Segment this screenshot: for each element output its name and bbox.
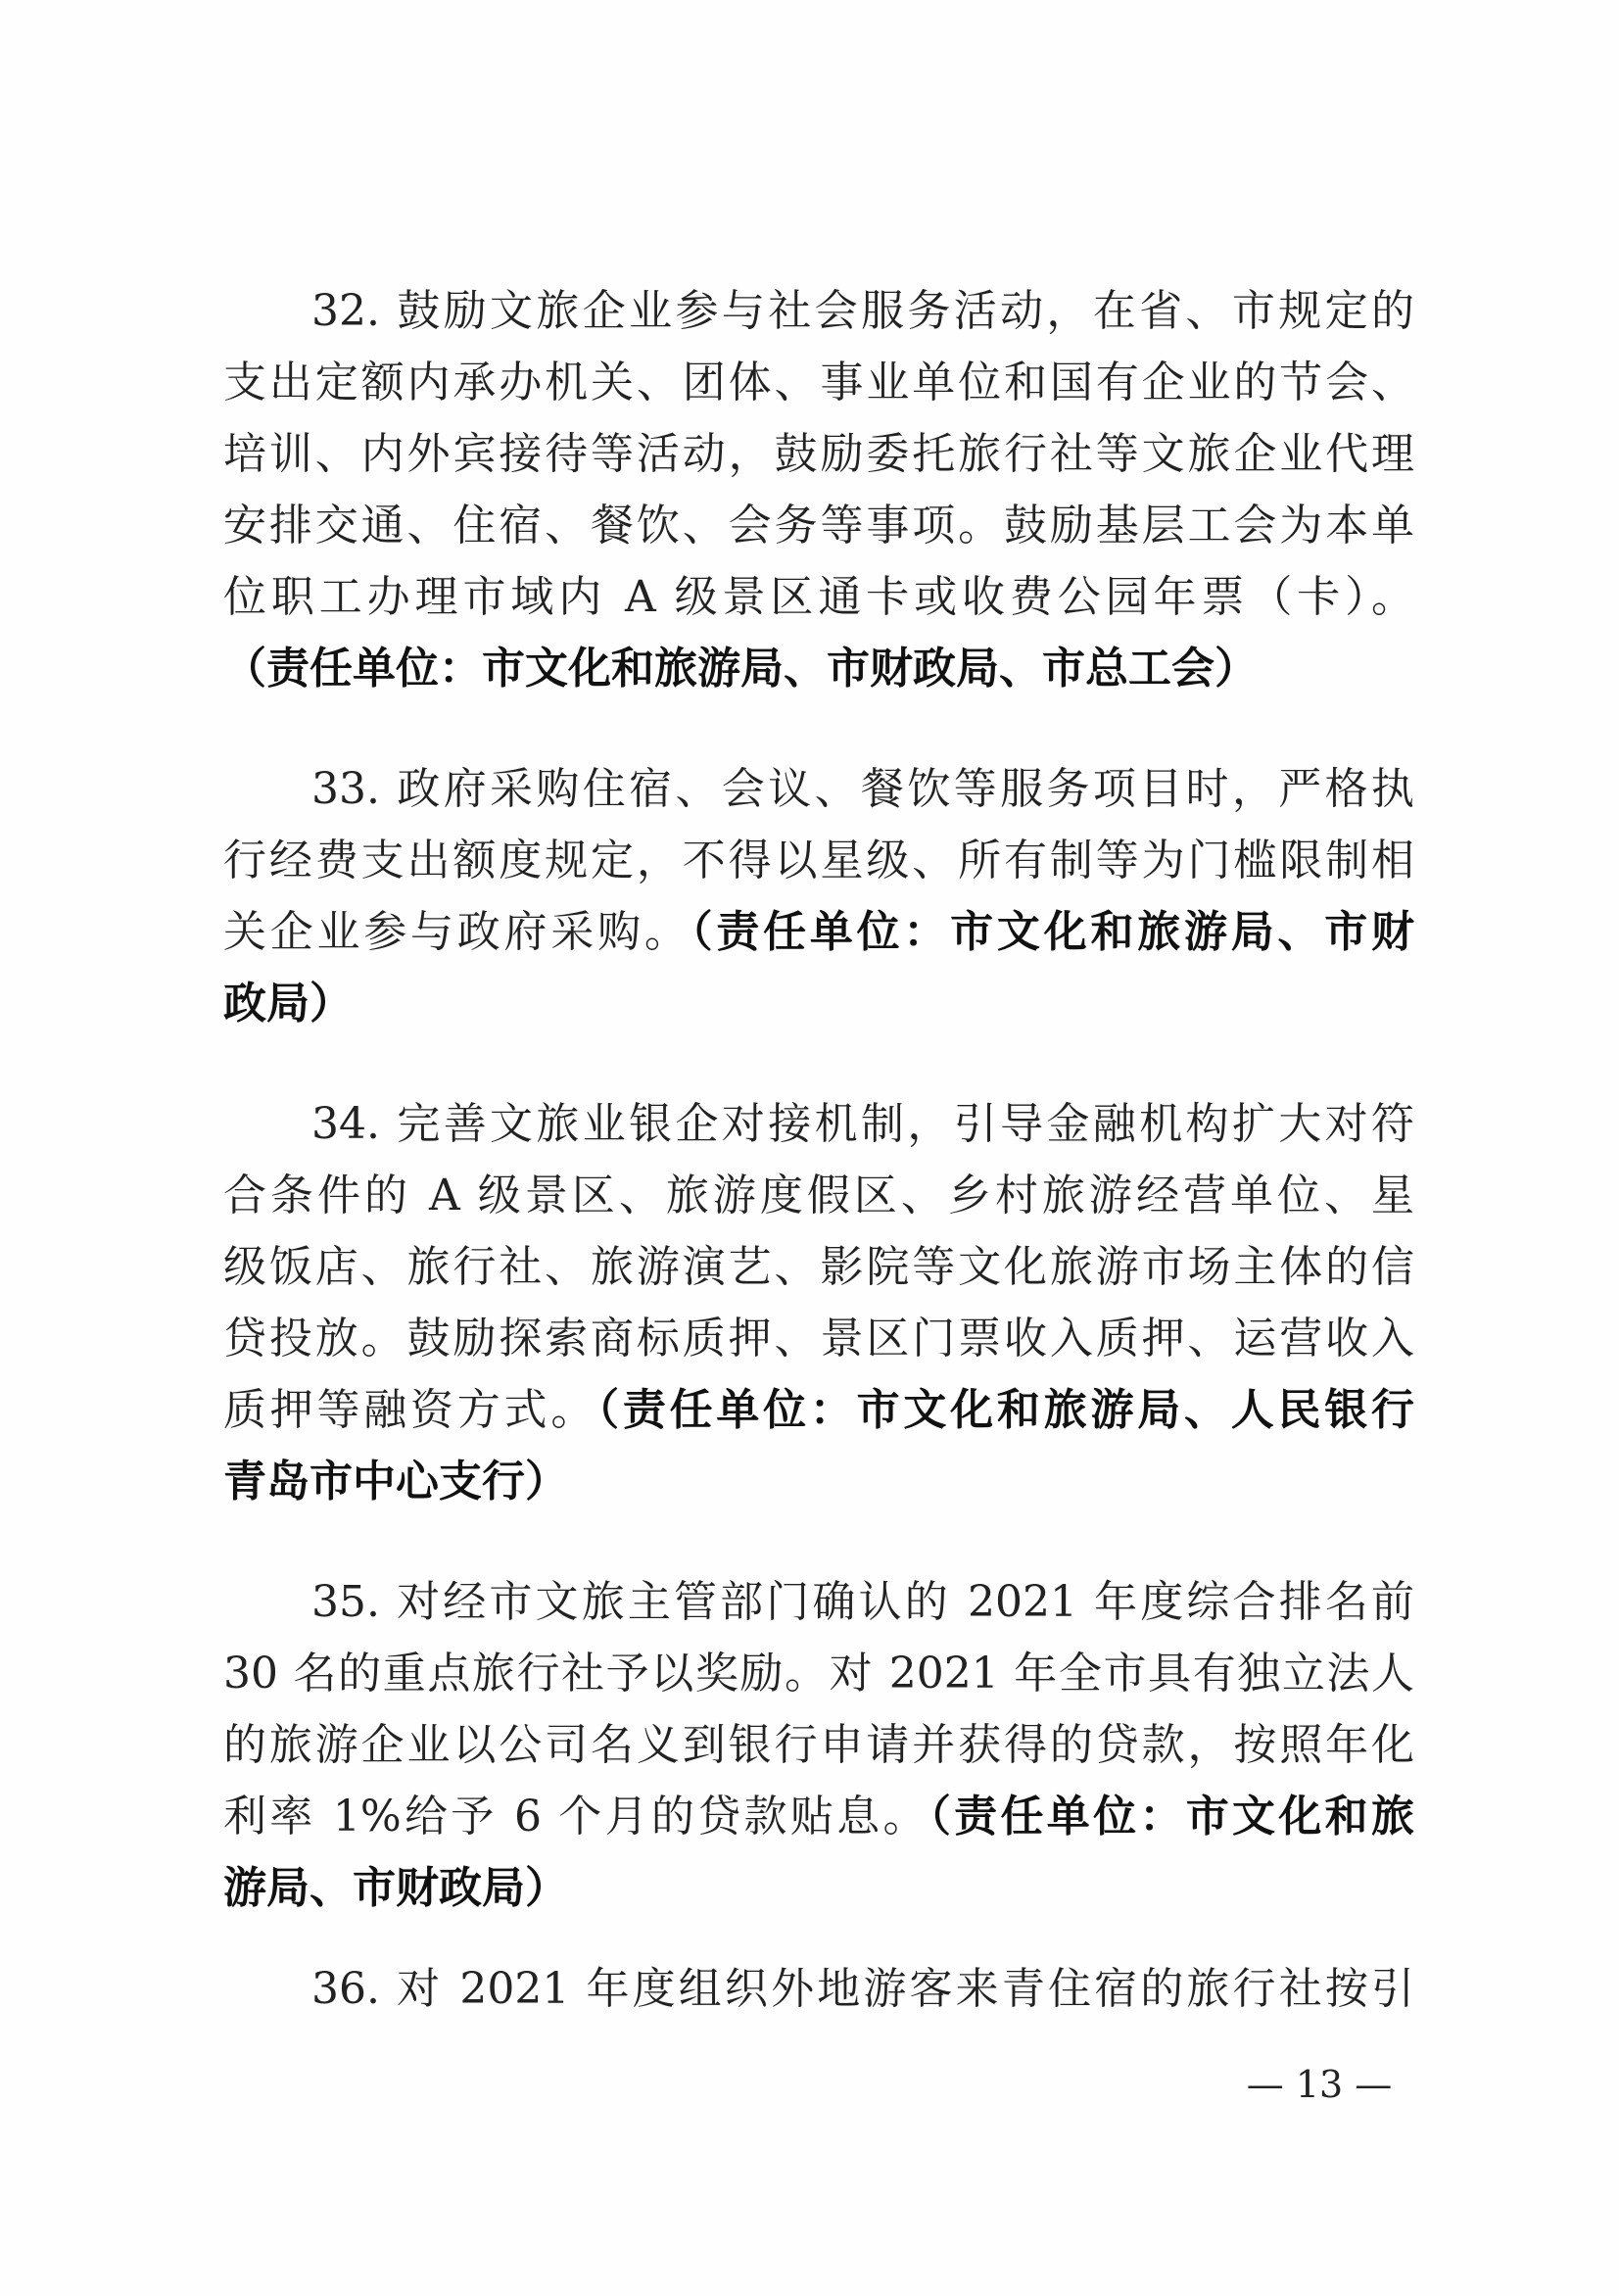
paragraph-34-responsibility-part-1: （责任单位：市文化和旅游局、人民银行 xyxy=(597,1385,1415,1435)
paragraph-36-line-1: 36. 对 2021 年度组织外地游客来青住宿的旅行社按引 xyxy=(311,1964,1414,2014)
paragraph-35-line-3: 的旅游企业以公司名义到银行申请并获得的贷款，按照年化 xyxy=(223,1720,1414,1770)
paragraph-35-line-4 xyxy=(223,1782,1414,1852)
paragraph-34-responsibility-part-2: 青岛市中心支行） xyxy=(223,1457,568,1507)
paragraph-32-line-3: 培训、内外宾接待等活动，鼓励委托旅行社等文旅企业代理 xyxy=(223,429,1414,479)
paragraph-34-line-2: 合条件的 A 级景区、旅游度假区、乡村旅游经营单位、星 xyxy=(223,1171,1414,1220)
paragraph-32-line-2: 支出定额内承办机关、团体、事业单位和国有企业的节会、 xyxy=(223,358,1414,407)
paragraph-35-line-2: 30 名的重点旅行社予以奖励。对 2021 年全市具有独立法人 xyxy=(223,1649,1414,1698)
paragraph-33-line-2: 行经费支出额度规定，不得以星级、所有制等为门槛限制相 xyxy=(223,836,1414,885)
paragraph-33-responsibility-part-1: （责任单位：市文化和旅游局、市财 xyxy=(690,907,1415,957)
paragraph-33-line-3 xyxy=(223,897,1414,968)
paragraph-35-responsibility-part-1: （责任单位：市文化和旅 xyxy=(929,1792,1414,1842)
paragraph-32-line-1: 32. 鼓励文旅企业参与社会服务活动，在省、市规定的 xyxy=(311,286,1414,336)
paragraph-33-line-1: 33. 政府采购住宿、会议、餐饮等服务项目时，严格执 xyxy=(311,764,1414,814)
paragraph-34-line-5-text: 质押等融资方式。 xyxy=(223,1385,598,1435)
paragraph-35-responsibility-part-2: 游局、市财政局） xyxy=(223,1863,568,1913)
page-number: — 13 — xyxy=(1246,2063,1393,2106)
paragraph-32-line-5: 位职工办理市域内 A 级景区通卡或收费公园年票（卡）。 xyxy=(223,572,1414,622)
paragraph-35-line-4-text: 利率 1%给予 6 个月的贷款贴息。 xyxy=(223,1792,929,1842)
paragraph-35-line-1: 35. 对经市文旅主管部门确认的 2021 年度综合排名前 xyxy=(311,1577,1414,1627)
paragraph-33-responsibility-part-2: 政局） xyxy=(223,979,353,1028)
paragraph-34-line-3: 级饭店、旅行社、旅游演艺、影院等文化旅游市场主体的信 xyxy=(223,1242,1414,1292)
paragraph-32-responsibility: （责任单位：市文化和旅游局、市财政局、市总工会） xyxy=(223,644,1258,694)
paragraph-32-line-4: 安排交通、住宿、餐饮、会务等事项。鼓励基层工会为本单 xyxy=(223,501,1414,550)
paragraph-34-line-5 xyxy=(223,1375,1414,1446)
paragraph-34-line-1: 34. 完善文旅业银企对接机制，引导金融机构扩大对符 xyxy=(311,1099,1414,1149)
paragraph-34-line-4: 贷投放。鼓励探索商标质押、景区门票收入质押、运营收入 xyxy=(223,1314,1414,1363)
paragraph-33-line-3-text: 关企业参与政府采购。 xyxy=(223,907,691,957)
